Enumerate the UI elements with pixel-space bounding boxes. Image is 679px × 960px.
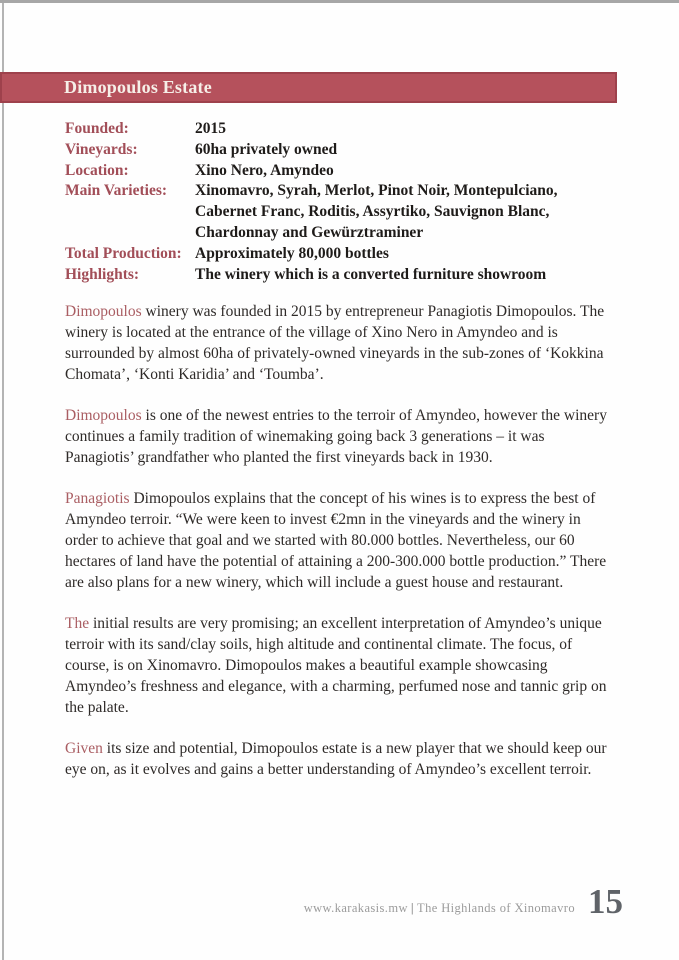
fact-label: Highlights: [65, 265, 140, 283]
footer [304, 901, 575, 916]
page-number: 15 [588, 882, 623, 921]
paragraph-1 [65, 301, 615, 385]
fact-value: 2015 [195, 120, 226, 137]
paragraph-lead: Dimopoulos [65, 303, 142, 320]
fact-value: Approximately 80,000 bottles [195, 244, 389, 262]
fact-row-location [65, 161, 615, 182]
paragraph-lead: Panagiotis [65, 490, 130, 507]
fact-sheet [65, 119, 615, 285]
fact-label: Location: [65, 161, 129, 179]
footer-site-url: www.karakasis.mw [303, 901, 408, 915]
paragraph-lead: Given [65, 740, 103, 757]
paragraph-5 [65, 738, 615, 780]
fact-row-highlights [65, 265, 615, 286]
fact-value: Xinomavro, Syrah, Merlot, Pinot Noir, Montepulciano, Cabernet Franc, Roditis, Assyrtiko, Sauvignon Blanc, Chardonnay and Gewürztraminer [195, 182, 558, 241]
footer-tagline: The Highlands of Xinomavro [417, 901, 575, 915]
paragraph-text: its size and potential, Dimopoulos estate is a new player that we should keep our eye on, as it evolves and gains a better understanding of Amyndeo’s excellent terroir. [65, 740, 607, 778]
fact-row-total-production [65, 244, 615, 265]
fact-row-vineyards [65, 140, 615, 161]
paragraph-2 [65, 405, 615, 468]
paragraph-lead: The [65, 615, 90, 632]
footer-separator: | [410, 901, 415, 915]
fact-value: 60ha privately owned [195, 140, 338, 158]
section-header-bar [0, 72, 617, 103]
paragraph-text: initial results are very promising; an excellent interpretation of Amyndeo’s unique terroir with its sand/clay soils, high altitude and continental climate. The focus, of course, is on Xinomavro. Dimopoulos makes a beautiful example showcasing Amyndeo’s freshness and elegance, with a charming, perfumed nose and tannic grip on the palate. [65, 615, 607, 716]
section-title: Dimopoulos Estate [64, 77, 212, 97]
fact-row-main-varieties [65, 181, 615, 243]
paragraph-3 [65, 488, 615, 593]
fact-row-founded [65, 119, 615, 140]
fact-value: Xino Nero, Amyndeo [195, 161, 334, 179]
scan-edge-left [2, 3, 4, 960]
fact-label: Total Production: [65, 244, 182, 262]
fact-label: Founded: [65, 120, 129, 137]
paragraph-text: is one of the newest entries to the terroir of Amyndeo, however the winery continues a family tradition of winemaking going back 3 generations – it was Panagiotis’ grandfather who planted the first vineyards back in 1930. [65, 407, 607, 466]
paragraph-text: winery was founded in 2015 by entrepreneur Panagiotis Dimopoulos. The winery is located at the entrance of the village of Xino Nero in Amyndeo and is surrounded by almost 60ha of privately-owned vineyards in the sub-zones of ‘Kokkina Chomata’, ‘Konti Karidia’ and ‘Toumba’. [65, 303, 605, 383]
paragraph-text: Dimopoulos explains that the concept of his wines is to express the best of Amyndeo terroir. “We were keen to invest €2mn in the vineyards and the winery in order to achieve that goal and we started with 80.000 bottles. Nevertheless, our 60 hectares of land have the potential of attaining a 200-300.000 bottle production.” There are also plans for a new winery, which will include a guest house and restaurant. [65, 490, 607, 591]
paragraph-lead: Dimopoulos [65, 407, 142, 424]
scan-edge-top [0, 0, 679, 3]
paragraph-4 [65, 613, 615, 718]
fact-label: Main Varieties: [65, 182, 168, 200]
article-body [65, 301, 615, 800]
fact-value: The winery which is a converted furniture showroom [195, 265, 547, 283]
fact-label: Vineyards: [65, 140, 138, 158]
